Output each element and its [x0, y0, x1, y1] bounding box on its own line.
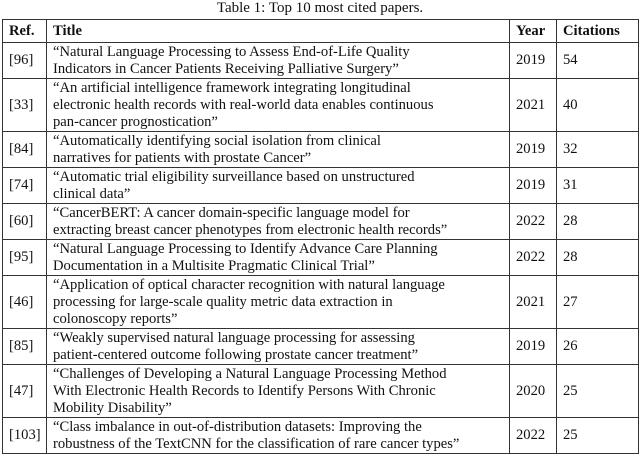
title-line: narratives for patients with prostate Cancer” — [53, 149, 312, 166]
title-line: “Application of optical character recognition with natural language — [53, 276, 445, 293]
title-line: “Natural Language Processing to Identify Advance Care Planning — [53, 240, 438, 257]
title-line: Documentation in a Multisite Pragmatic Clinical Trial” — [53, 257, 375, 274]
table-row — [3, 43, 639, 79]
title-cell — [47, 329, 510, 365]
citations-cell: 31 — [557, 168, 639, 204]
title-line: “Weakly supervised natural language processing for assessing — [53, 329, 415, 346]
title-line: “Natural Language Processing to Assess End-of-Life Quality — [53, 43, 410, 60]
citations-cell: 28 — [557, 204, 639, 240]
title-line: With Electronic Health Records to Identify Persons With Chronic — [53, 382, 436, 399]
citations-cell: 54 — [557, 43, 639, 79]
year-cell: 2022 — [510, 418, 557, 454]
title-cell — [47, 204, 510, 240]
ref-cell: [33] — [3, 79, 47, 132]
title-line: “Automatically identifying social isolation from clinical — [53, 132, 381, 149]
title-cell — [47, 240, 510, 276]
ref-cell: [46] — [3, 276, 47, 329]
title-line: colonoscopy reports” — [53, 310, 178, 327]
table-row — [3, 132, 639, 168]
table-row — [3, 276, 639, 329]
title-line: “CancerBERT: A cancer domain-specific language model for — [53, 204, 410, 221]
title-line: patient-centered outcome following prostate cancer treatment” — [53, 346, 419, 363]
title-line: “Automatic trial eligibility surveillance based on unstructured — [53, 168, 415, 185]
title-line: extracting breast cancer phenotypes from electronic health records” — [53, 221, 448, 238]
year-cell: 2020 — [510, 365, 557, 418]
citations-cell: 25 — [557, 418, 639, 454]
ref-cell: [85] — [3, 329, 47, 365]
ref-cell: [60] — [3, 204, 47, 240]
title-line: robustness of the TextCNN for the classification of rare cancer types” — [53, 435, 460, 452]
year-cell: 2019 — [510, 132, 557, 168]
ref-cell: [96] — [3, 43, 47, 79]
year-cell: 2021 — [510, 276, 557, 329]
header-ref: Ref. — [3, 20, 47, 43]
table-row — [3, 79, 639, 132]
title-cell — [47, 168, 510, 204]
title-line: “Class imbalance in out-of-distribution datasets: Improving the — [53, 418, 422, 435]
year-cell: 2022 — [510, 204, 557, 240]
year-cell: 2019 — [510, 329, 557, 365]
title-line: clinical data” — [53, 185, 131, 202]
table-row — [3, 168, 639, 204]
title-cell — [47, 276, 510, 329]
year-cell: 2019 — [510, 168, 557, 204]
title-line: Indicators in Cancer Patients Receiving Palliative Surgery” — [53, 60, 399, 77]
citations-cell: 26 — [557, 329, 639, 365]
title-line: “An artificial intelligence framework integrating longitudinal — [53, 79, 411, 96]
citations-cell: 27 — [557, 276, 639, 329]
citations-cell: 40 — [557, 79, 639, 132]
title-cell — [47, 79, 510, 132]
table-row — [3, 204, 639, 240]
table-row — [3, 365, 639, 418]
title-line: processing for large-scale quality metric data extraction in — [53, 293, 393, 310]
title-cell — [47, 43, 510, 79]
table-row — [3, 240, 639, 276]
year-cell: 2021 — [510, 79, 557, 132]
citations-cell: 25 — [557, 365, 639, 418]
table-caption: Table 1: Top 10 most cited papers. — [216, 0, 424, 16]
title-line: pan-cancer prognostication” — [53, 113, 218, 130]
title-line: Mobility Disability” — [53, 399, 172, 416]
table-row — [3, 418, 639, 454]
cited-papers-table — [2, 19, 639, 454]
title-line: electronic health records with real-world data enables continuous — [53, 96, 434, 113]
header-year: Year — [510, 20, 557, 43]
ref-cell: [84] — [3, 132, 47, 168]
citations-cell: 32 — [557, 132, 639, 168]
title-cell — [47, 418, 510, 454]
ref-cell: [47] — [3, 365, 47, 418]
header-citations: Citations — [557, 20, 639, 43]
ref-cell: [103] — [3, 418, 47, 454]
table-row — [3, 329, 639, 365]
title-cell — [47, 365, 510, 418]
title-line: “Challenges of Developing a Natural Language Processing Method — [53, 365, 447, 382]
header-row — [3, 20, 639, 43]
year-cell: 2019 — [510, 43, 557, 79]
citations-cell: 28 — [557, 240, 639, 276]
title-cell — [47, 132, 510, 168]
header-title: Title — [47, 20, 510, 43]
ref-cell: [74] — [3, 168, 47, 204]
year-cell: 2022 — [510, 240, 557, 276]
ref-cell: [95] — [3, 240, 47, 276]
